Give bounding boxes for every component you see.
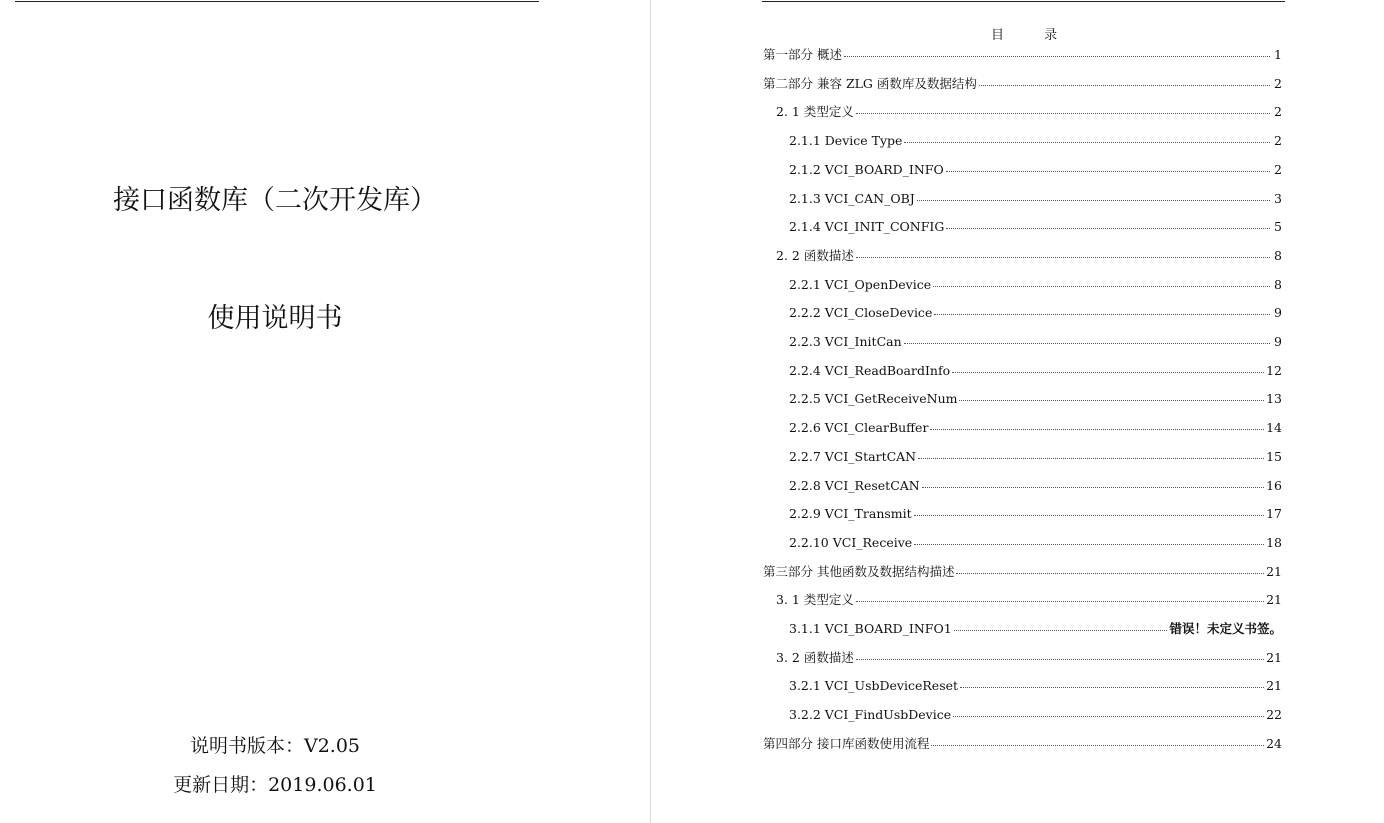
toc-entry[interactable]: [776, 103, 1282, 120]
toc-entry[interactable]: [776, 247, 1282, 264]
toc-page-number: 8: [1274, 248, 1282, 263]
toc-entry-label: 第二部分 兼容 ZLG 函数库及数据结构: [763, 76, 977, 91]
toc-dot-leader: [856, 245, 1270, 258]
toc-entry[interactable]: [789, 362, 1282, 379]
toc-page-number: 9: [1274, 305, 1282, 320]
toc-entry[interactable]: [789, 677, 1282, 694]
toc-entry[interactable]: [789, 304, 1282, 321]
toc-page-number: 16: [1266, 478, 1282, 493]
toc-page-number: 24: [1266, 736, 1282, 751]
toc-entry[interactable]: [763, 735, 1282, 752]
toc-entry[interactable]: [789, 276, 1282, 293]
toc-entry-label: 2.1.3 VCI_CAN_OBJ: [789, 191, 915, 206]
toc-dot-leader: [954, 618, 1168, 631]
toc-entry-label: 2.1.2 VCI_BOARD_INFO: [789, 162, 944, 177]
toc-page-number: 17: [1266, 506, 1282, 521]
toc-entry-label: 3. 2 函数描述: [776, 650, 854, 665]
toc-entry-label: 2.2.10 VCI_Receive: [789, 535, 913, 550]
toc-entry[interactable]: [763, 75, 1282, 92]
toc-dot-leader: [933, 274, 1270, 287]
header-rule: [15, 1, 539, 2]
toc-entry-label: 2.1.4 VCI_INIT_CONFIG: [789, 219, 945, 234]
toc-page-number: 22: [1266, 707, 1282, 722]
toc-entry-label: 2.2.7 VCI_StartCAN: [789, 449, 917, 464]
toc-dot-leader: [917, 188, 1270, 201]
toc-page-number: 2: [1274, 104, 1282, 119]
toc-entry[interactable]: [776, 591, 1282, 608]
toc-entry-label: 3.1.1 VCI_BOARD_INFO1: [789, 621, 952, 636]
toc-entry[interactable]: [789, 161, 1282, 178]
toc-dot-leader: [930, 417, 1264, 430]
toc-entry[interactable]: [789, 534, 1282, 551]
toc-entry-label: 2.2.4 VCI_ReadBoardInfo: [789, 363, 951, 378]
toc-dot-leader: [979, 73, 1270, 86]
toc-entry[interactable]: [789, 419, 1282, 436]
toc-page-number: 18: [1266, 535, 1282, 550]
toc-dot-leader: [956, 561, 1264, 574]
toc-page-number: 21: [1266, 678, 1282, 693]
toc-dot-leader: [959, 388, 1264, 401]
toc-entry[interactable]: [776, 649, 1282, 666]
toc-page-number: 2: [1274, 133, 1282, 148]
toc-dot-leader: [856, 101, 1270, 114]
toc-entry[interactable]: [789, 706, 1282, 723]
toc-entry-label: 2.2.1 VCI_OpenDevice: [789, 277, 932, 292]
toc-entry-label: 第四部分 接口库函数使用流程: [763, 736, 930, 751]
update-date-text: 更新日期：2019.06.01: [173, 774, 377, 796]
toc-page-number: 3: [1274, 191, 1282, 206]
cover-page: [0, 0, 650, 823]
toc-page-number: 8: [1274, 277, 1282, 292]
toc-dot-leader: [914, 503, 1264, 516]
toc-dot-leader: [931, 733, 1264, 746]
toc-dot-leader: [952, 360, 1264, 373]
toc-entry[interactable]: [789, 620, 1282, 637]
document-title: 接口函数库（二次开发库）: [113, 185, 437, 216]
toc-page-number: 13: [1266, 391, 1282, 406]
header-rule: [762, 1, 1285, 2]
toc-page-number: 21: [1266, 564, 1282, 579]
toc-page-number: 2: [1274, 162, 1282, 177]
toc-page-number: 2: [1274, 76, 1282, 91]
toc-entry-label: 2. 1 类型定义: [776, 104, 854, 119]
toc-entry[interactable]: [763, 563, 1282, 580]
toc-entry[interactable]: [789, 190, 1282, 207]
toc-entry[interactable]: [763, 46, 1282, 63]
toc-dot-leader: [960, 675, 1264, 688]
toc-entry[interactable]: [789, 505, 1282, 522]
toc-dot-leader: [918, 446, 1264, 459]
toc-entry-label: 第三部分 其他函数及数据结构描述: [763, 564, 955, 579]
toc-entry-label: 3.2.2 VCI_FindUsbDevice: [789, 707, 952, 722]
document-subtitle: 使用说明书: [207, 303, 343, 334]
toc-entry-label: 2.1.1 Device Type: [789, 133, 903, 148]
toc-entry[interactable]: [789, 132, 1282, 149]
toc-page: [651, 0, 1384, 823]
toc-entry[interactable]: [789, 390, 1282, 407]
toc-dot-leader: [856, 647, 1264, 660]
toc-entry-label: 2.2.2 VCI_CloseDevice: [789, 305, 933, 320]
toc-page-number: 15: [1266, 449, 1282, 464]
toc-page-number: 12: [1266, 363, 1282, 378]
toc-dot-leader: [904, 130, 1270, 143]
toc-entry-label: 2.2.9 VCI_Transmit: [789, 506, 912, 521]
toc-dot-leader: [856, 589, 1264, 602]
toc-entry-label: 2.2.6 VCI_ClearBuffer: [789, 420, 929, 435]
toc-entry[interactable]: [789, 448, 1282, 465]
toc-page-number: 21: [1266, 592, 1282, 607]
toc-entry-label: 2. 2 函数描述: [776, 248, 854, 263]
toc-entry-label: 第一部分 概述: [763, 47, 842, 62]
toc-entry-label: 2.2.3 VCI_InitCan: [789, 334, 902, 349]
toc-entry[interactable]: [789, 477, 1282, 494]
toc-dot-leader: [953, 704, 1264, 717]
toc-dot-leader: [914, 532, 1264, 545]
toc-entry[interactable]: [789, 333, 1282, 350]
toc-error-text: 错误！未定义书签。: [1169, 621, 1282, 636]
toc-page-number: 5: [1274, 219, 1282, 234]
toc-dot-leader: [946, 216, 1270, 229]
version-text: 说明书版本：V2.05: [189, 735, 361, 757]
toc-page-number: 9: [1274, 334, 1282, 349]
toc-dot-leader: [922, 475, 1264, 488]
toc-page-number: 1: [1274, 47, 1282, 62]
toc-page-number: 21: [1266, 650, 1282, 665]
toc-dot-leader: [904, 331, 1270, 344]
toc-heading: 目 录: [991, 28, 1076, 43]
toc-entry-label: 3.2.1 VCI_UsbDeviceReset: [789, 678, 959, 693]
toc-page-number: 14: [1266, 420, 1282, 435]
toc-dot-leader: [844, 44, 1270, 57]
toc-dot-leader: [934, 302, 1270, 315]
toc-dot-leader: [946, 159, 1270, 172]
toc-entry-label: 2.2.5 VCI_GetReceiveNum: [789, 391, 958, 406]
toc-entry-label: 2.2.8 VCI_ResetCAN: [789, 478, 920, 493]
toc-entry-label: 3. 1 类型定义: [776, 592, 854, 607]
toc-entry[interactable]: [789, 218, 1282, 235]
